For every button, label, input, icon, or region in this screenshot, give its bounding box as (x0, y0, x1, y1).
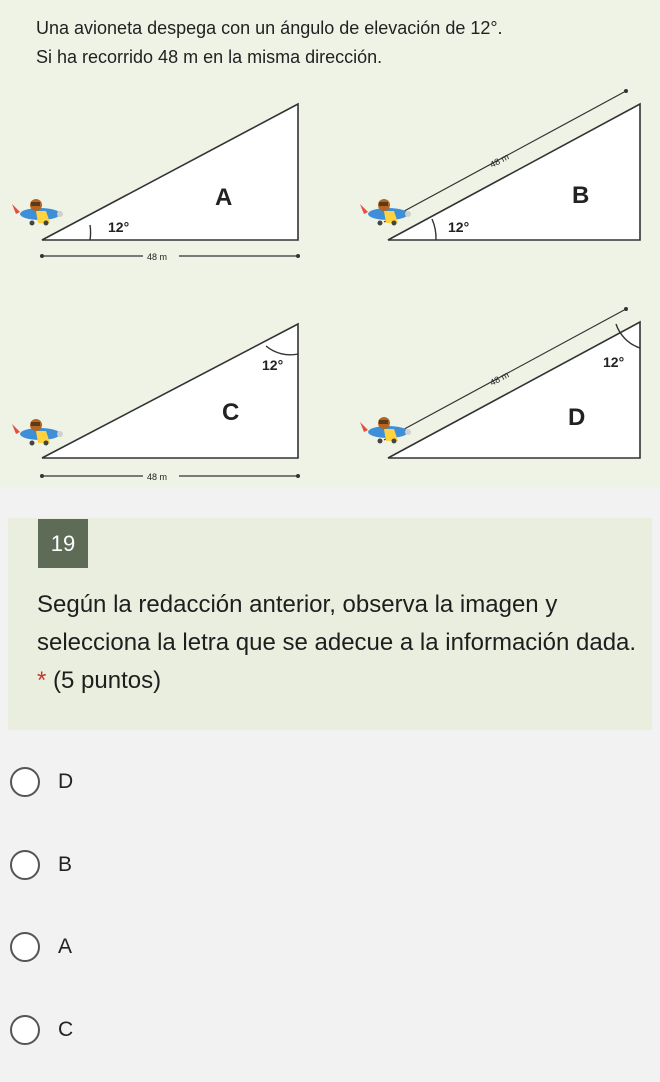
question-number-badge: 19 (38, 519, 88, 568)
letter-b: B (572, 182, 590, 209)
required-mark: * (37, 667, 47, 694)
option-d[interactable] (0, 742, 660, 822)
airplane-icon (12, 199, 63, 226)
distance-label-b: 48 m (488, 151, 511, 170)
letter-a: A (215, 184, 233, 211)
triangle-c (12, 324, 300, 482)
radio-button[interactable] (10, 850, 40, 880)
angle-label-c: 12° (262, 357, 284, 373)
triangle-b (360, 89, 640, 240)
angle-label-b: 12° (448, 219, 470, 235)
angle-label-a: 12° (108, 219, 130, 235)
option-a[interactable] (0, 907, 660, 987)
radio-button[interactable] (10, 1015, 40, 1045)
airplane-icon (12, 419, 63, 446)
question-text-block (37, 586, 637, 700)
question-text: Según la redacción anterior, observa la imagen y selecciona la letra que se adecue a la información dada. (37, 591, 637, 656)
problem-line-2: Si ha recorrido 48 m en la misma dirección. (36, 47, 383, 67)
letter-c: C (222, 399, 240, 426)
question-points: (5 puntos) (53, 667, 162, 694)
option-c[interactable] (0, 990, 660, 1070)
option-label: A (58, 935, 73, 958)
option-label: C (58, 1018, 74, 1041)
distance-label-c: 48 m (147, 472, 168, 482)
radio-button[interactable] (10, 767, 40, 797)
triangles-diagram (0, 0, 660, 488)
problem-line-1: Una avioneta despega con un ángulo de elevación de 12°. (36, 18, 503, 38)
letter-d: D (568, 404, 586, 431)
distance-label-d: 48 m (488, 369, 511, 388)
distance-label-a: 48 m (147, 252, 168, 262)
triangle-d (360, 307, 640, 458)
triangle-a (12, 104, 300, 262)
option-label: D (58, 770, 74, 793)
option-label: B (58, 853, 73, 876)
angle-label-d: 12° (603, 354, 625, 370)
option-b[interactable] (0, 825, 660, 905)
radio-button[interactable] (10, 932, 40, 962)
